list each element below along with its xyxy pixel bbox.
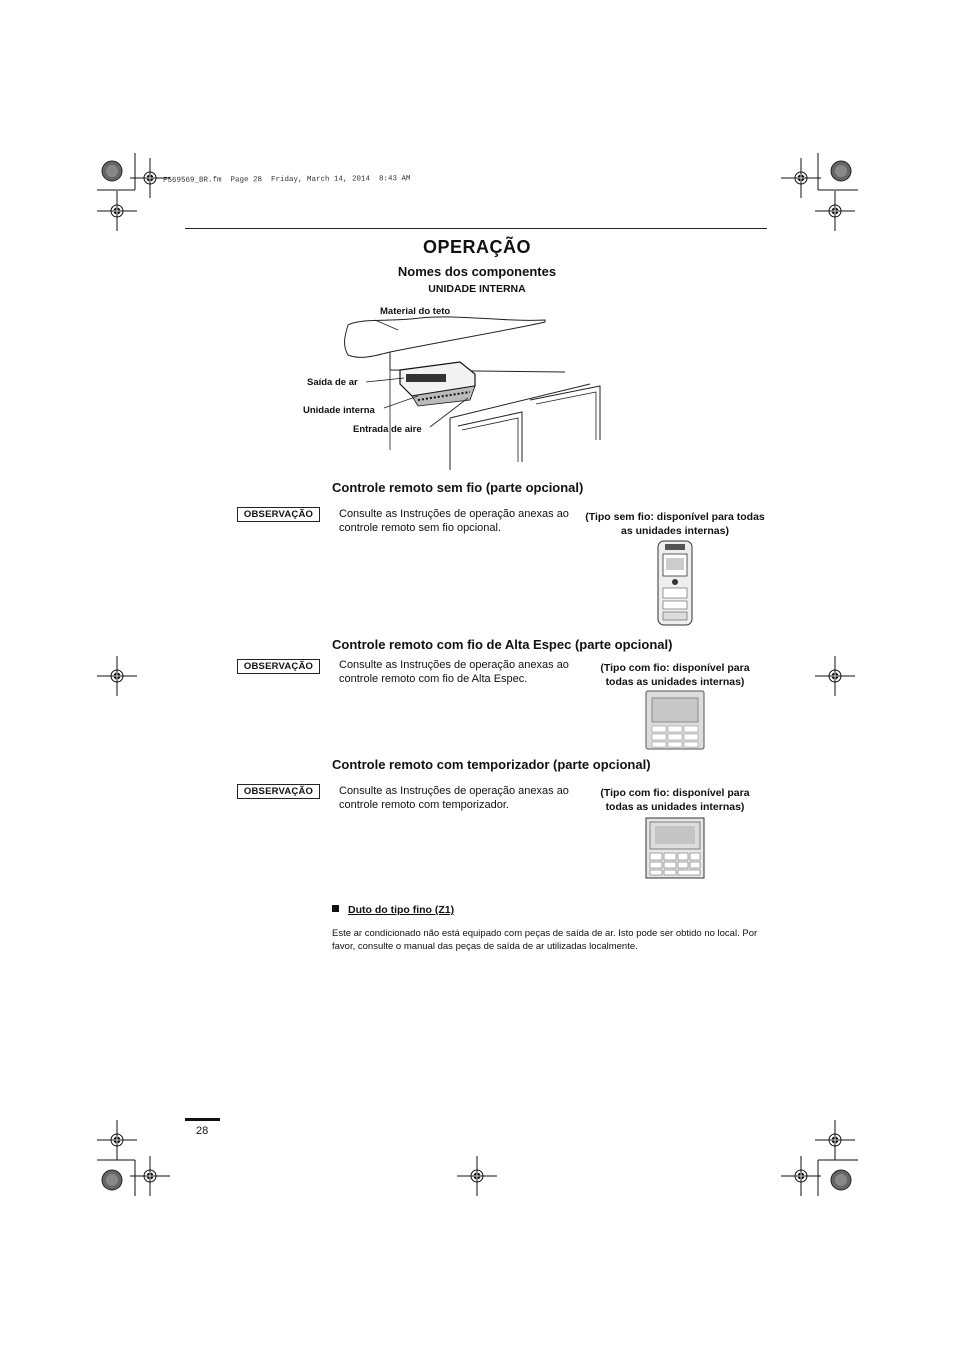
note-label-wired-high-spec: OBSERVAÇÃO <box>237 659 320 674</box>
note-text-wireless: Consulte as Instruções de operação anexas ao controle remoto sem fio opcional. <box>339 508 569 534</box>
label-air-outlet: Saída de ar <box>307 377 358 388</box>
note-label-wireless: OBSERVAÇÃO <box>237 507 320 522</box>
page-subtitle: Nomes dos componentes <box>397 264 557 279</box>
label-indoor-unit: Unidade interna <box>303 405 375 416</box>
section-title-wireless: Controle remoto sem fio (parte opcional) <box>332 480 584 495</box>
bullet-heading <box>332 904 454 916</box>
indoor-unit-heading: UNIDADE INTERNA <box>428 283 526 295</box>
caption-wireless: (Tipo sem fio: disponível para todas as unidades internas) <box>585 511 765 537</box>
caption-timer: (Tipo com fio: disponível para todas as unidades internas) <box>600 787 750 813</box>
indoor-unit-illustration <box>300 300 620 480</box>
bullet-heading-text: Duto do tipo fino (Z1) <box>348 904 455 916</box>
wireless-remote-image <box>657 540 693 626</box>
label-air-inlet: Entrada de aire <box>353 424 422 435</box>
bullet-paragraph: Este ar condicionado não está equipado com peças de saída de ar. Isto pode ser obtido no local. Por favor, consulte o manual das peças de saída de ar utilizadas localmente. <box>332 928 758 952</box>
section-title-timer: Controle remoto com temporizador (parte opcional) <box>332 757 651 772</box>
caption-wired-high-spec: (Tipo com fio: disponível para todas as unidades internas) <box>600 662 750 688</box>
footer-rule <box>185 1118 220 1121</box>
top-rule <box>185 228 767 229</box>
note-label-timer: OBSERVAÇÃO <box>237 784 320 799</box>
label-ceiling-material: Material do teto <box>380 306 451 317</box>
file-header: F569569_BR.fm Page 28 Friday, March 14, 2014 8:43 AM <box>162 175 411 185</box>
page-number: 28 <box>196 1125 209 1137</box>
note-text-timer: Consulte as Instruções de operação anexas ao controle remoto com temporizador. <box>339 785 569 811</box>
wired-high-spec-remote-image <box>645 690 705 750</box>
section-title-wired-high-spec: Controle remoto com fio de Alta Espec (parte opcional) <box>332 637 673 652</box>
page-title: OPERAÇÃO <box>422 237 531 257</box>
bullet-square-icon <box>332 905 339 912</box>
timer-remote-image <box>645 817 705 879</box>
note-text-wired-high-spec: Consulte as Instruções de operação anexas ao controle remoto com fio de Alta Espec. <box>339 659 569 685</box>
